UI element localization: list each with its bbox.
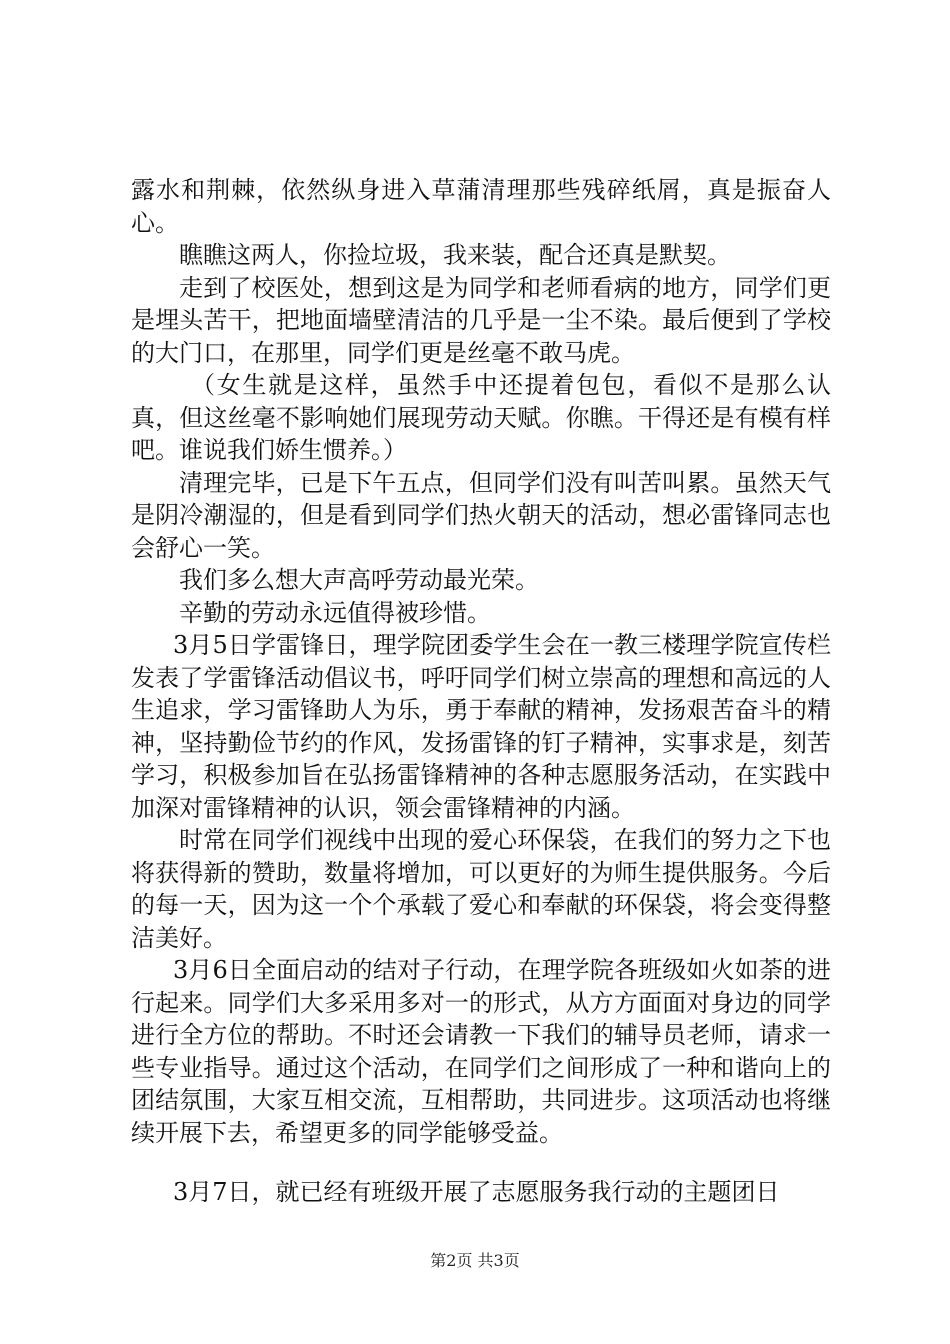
paragraph: 辛勤的劳动永远值得被珍惜。 xyxy=(179,598,491,627)
paragraph: 时常在同学们视线中出现的爱心环保袋，在我们的努力之下也将获得新的赞助，数量将增加，可以更好的为师生提供服务。今后的每一天，因为这一个个承载了爱心和奉献的环保袋，将会变得整洁美好。 xyxy=(131,826,831,952)
paragraph: 露水和荆棘，依然纵身进入草蒲清理那些残碎纸屑，真是振奋人心。 xyxy=(131,176,831,237)
page-footer: 第2页 共3页 xyxy=(430,1251,520,1270)
paragraph: （女生就是这样，虽然手中还提着包包，看似不是那么认真，但这丝毫不影响她们展现劳动天赋。你瞧。干得还是有模有样吧。谁说我们娇生惯养。） xyxy=(131,371,831,464)
document-body xyxy=(131,174,831,1209)
paragraph: 3月6日全面启动的结对子行动，在理学院各班级如火如荼的进行起来。同学们大多采用多对一的形式，从方方面面对身边的同学进行全方位的帮助。不时还会请教一下我们的辅导员老师，请求一些专业指导。通过这个活动，在同学们之间形成了一种和谐向上的团结氛围，大家互相交流，互相帮助，共同进步。这项活动也将继续开展下去，希望更多的同学能够受益。 xyxy=(131,956,831,1147)
paragraph: 我们多么想大声高呼劳动最光荣。 xyxy=(179,566,539,594)
paragraph: 瞧瞧这两人，你捡垃圾，我来装，配合还真是默契。 xyxy=(179,241,731,269)
paragraph: 3月5日学雷锋日，理学院团委学生会在一教三楼理学院宣传栏发表了学雷锋活动倡议书，呼吁同学们树立崇高的理想和高远的人生追求，学习雷锋助人为乐，勇于奉献的精神，发扬艰苦奋斗的精神，坚持勤俭节约的作风，发扬雷锋的钉子精神，实事求是，刻苦学习，积极参加旨在弘扬雷锋精神的各种志愿服务活动，在实践中加深对雷锋精神的认识，领会雷锋精神的内涵。 xyxy=(131,631,831,822)
paragraph: 走到了校医处，想到这是为同学和老师看病的地方，同学们更是埋头苦干，把地面墙壁清洁的几乎是一尘不染。最后便到了学校的大门口，在那里，同学们更是丝毫不敢马虎。 xyxy=(131,273,831,367)
paragraph: 3月7日，就已经有班级开展了志愿服务我行动的主题团日 xyxy=(173,1178,780,1206)
paragraph: 清理完毕，已是下午五点，但同学们没有叫苦叫累。虽然天气是阴冷潮湿的，但是看到同学们热火朝天的活动，想必雷锋同志也会舒心一笑。 xyxy=(131,468,831,562)
